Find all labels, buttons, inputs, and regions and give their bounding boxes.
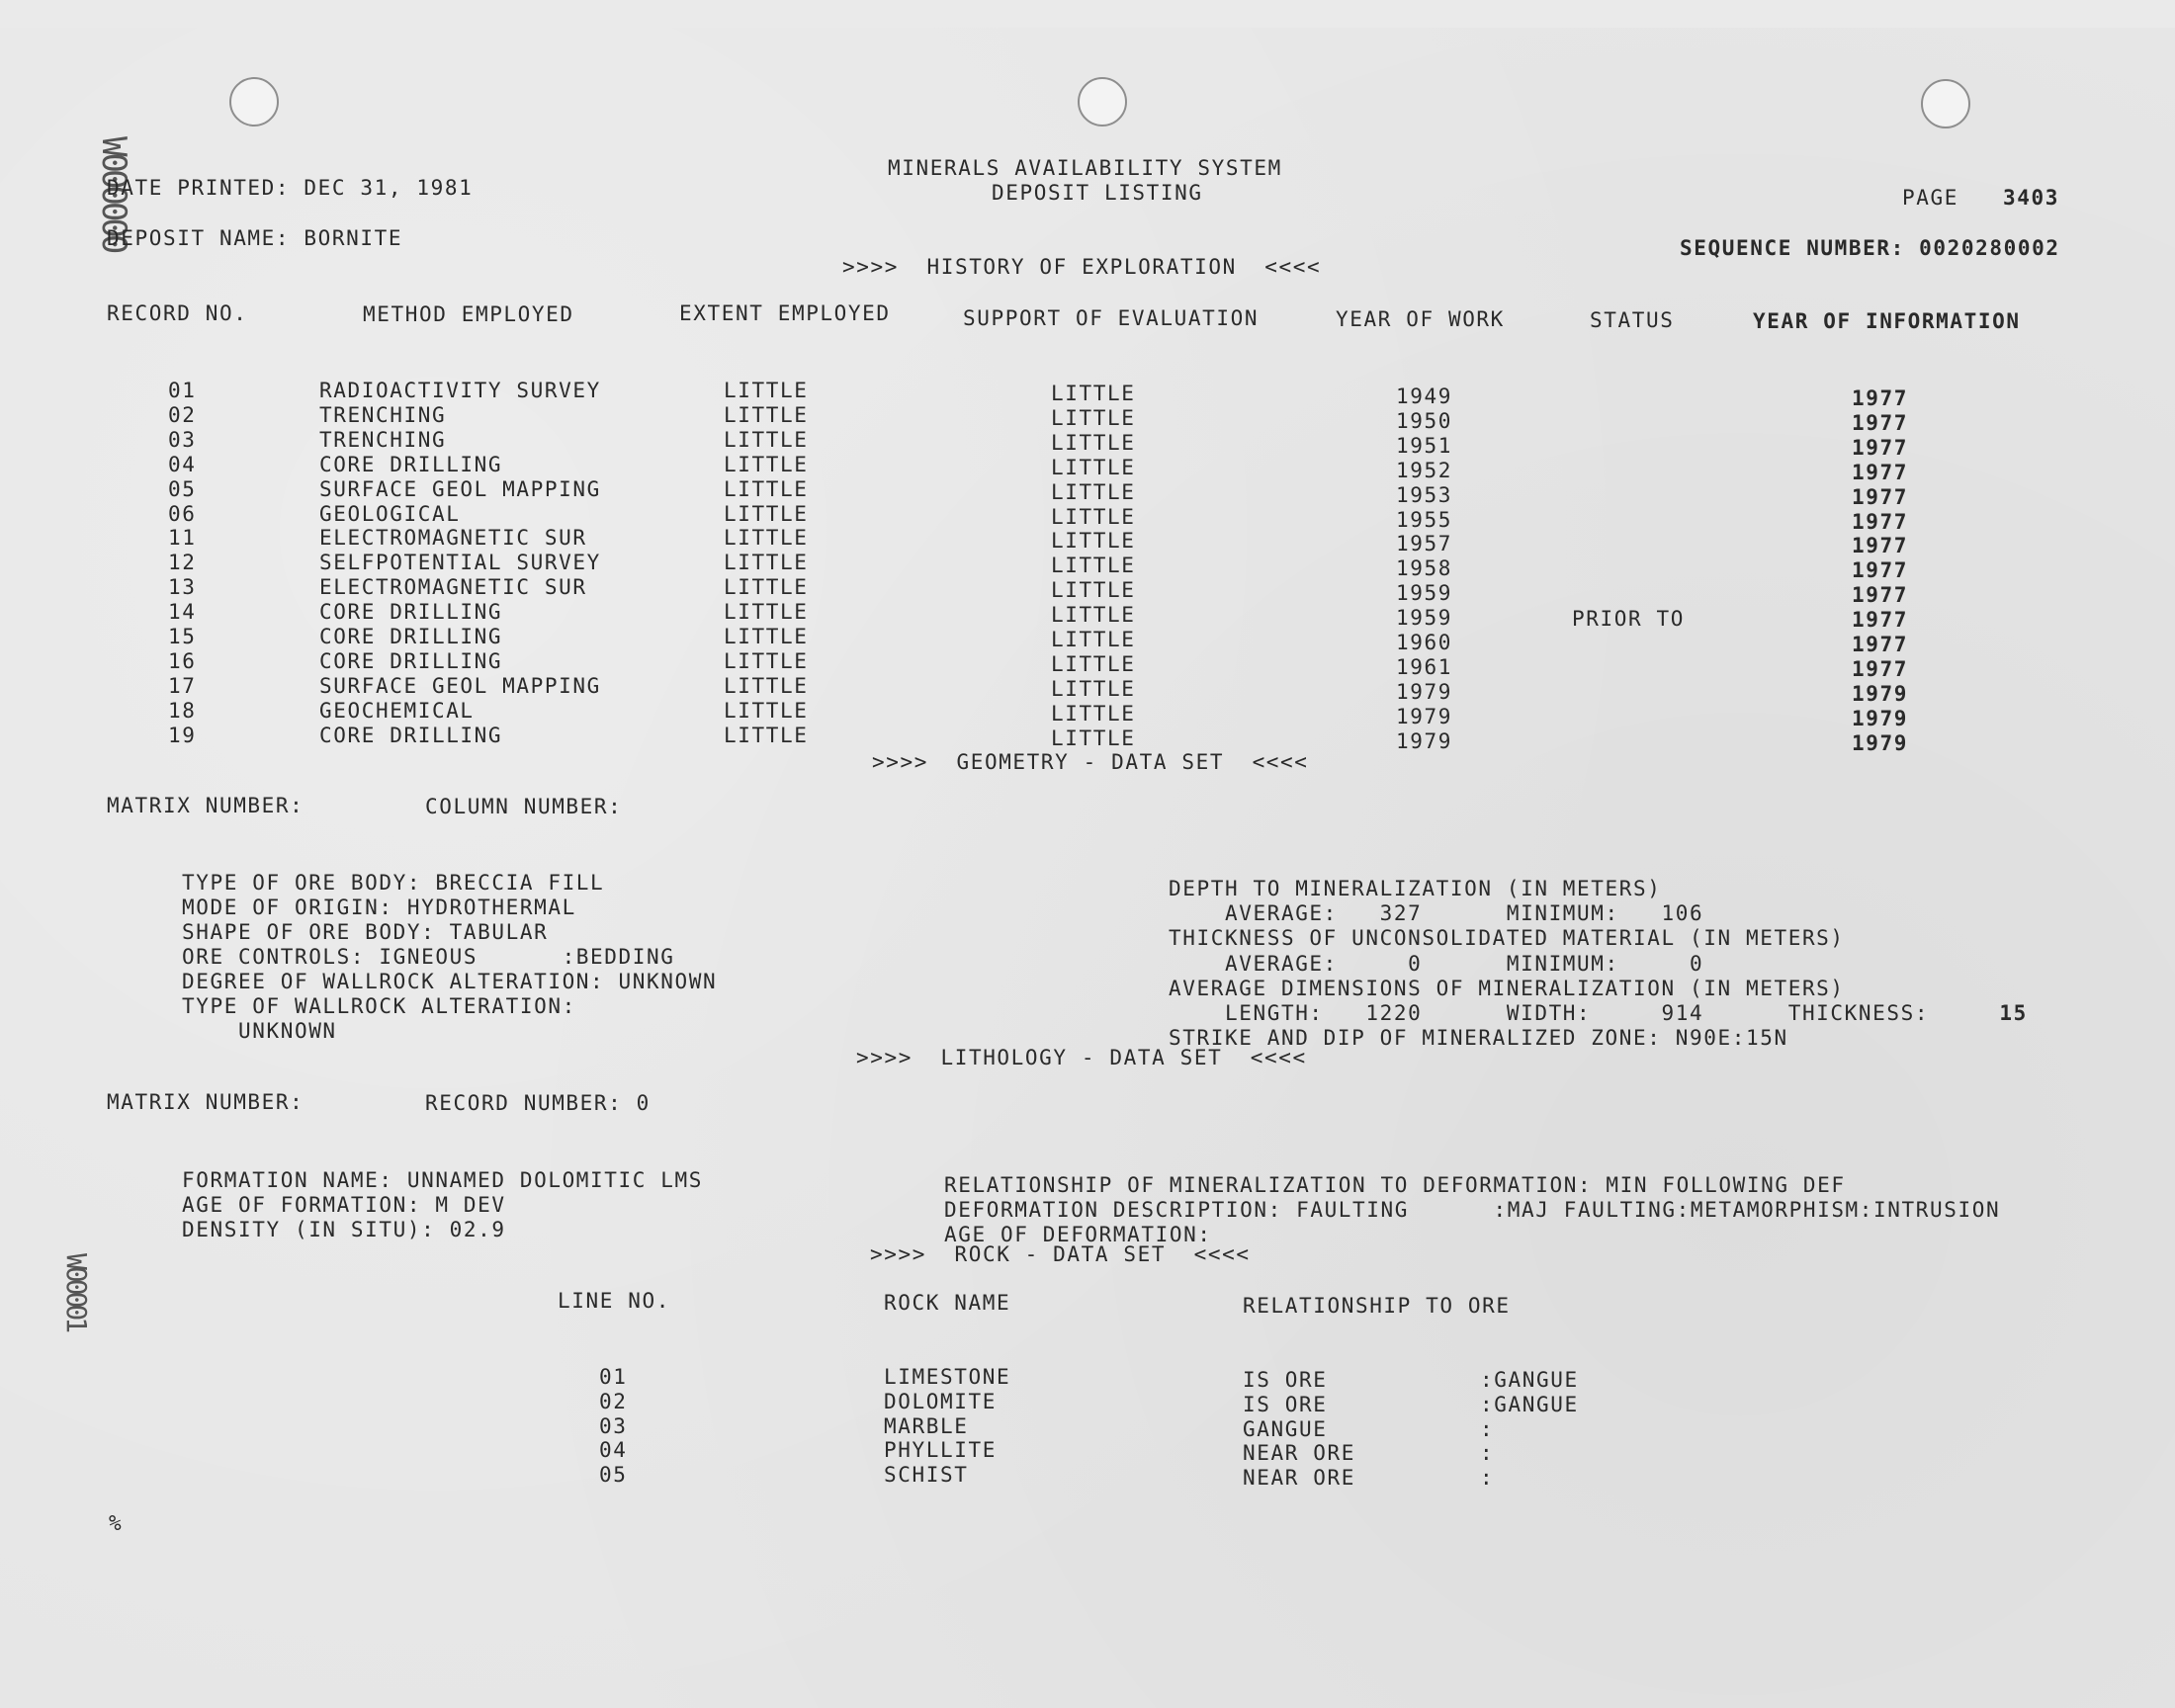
lithology-record-number: RECORD NUMBER: 0	[425, 1091, 651, 1115]
lithology-section-title: >>>> LITHOLOGY - DATA SET <<<<	[856, 1046, 1307, 1069]
lithology-line: FORMATION NAME: UNNAMED DOLOMITIC LMS	[182, 1168, 703, 1192]
year-of-information: 1977	[1852, 633, 1908, 656]
year-of-work: 1958	[1396, 556, 1452, 580]
extent-employed: LITTLE	[724, 724, 809, 747]
geometry-line: MODE OF ORIGIN: HYDROTHERMAL	[182, 896, 576, 919]
support-of-evaluation: LITTLE	[1051, 578, 1136, 602]
year-of-work: 1951	[1396, 434, 1452, 458]
col-relationship: RELATIONSHIP TO ORE	[1243, 1294, 1511, 1318]
year-of-information: 1977	[1852, 558, 1908, 582]
support-of-evaluation: LITTLE	[1051, 554, 1136, 577]
record-no: 16	[168, 649, 197, 673]
record-no: 06	[168, 502, 197, 526]
record-no: 05	[168, 477, 197, 501]
geometry-line: UNKNOWN	[182, 1019, 337, 1043]
rock-name: DOLOMITE	[884, 1390, 997, 1413]
year-of-work: 1961	[1396, 655, 1452, 679]
record-no: 12	[168, 551, 197, 574]
page-label: PAGE	[1902, 186, 1958, 210]
year-of-information: 1977	[1852, 386, 1908, 410]
year-of-work: 1949	[1396, 384, 1452, 408]
deposit-name: DEPOSIT NAME: BORNITE	[107, 226, 403, 250]
geometry-metric-line: STRIKE AND DIP OF MINERALIZED ZONE: N90E:15N	[1169, 1026, 1788, 1051]
method-employed: SELFPOTENTIAL SURVEY	[319, 551, 601, 574]
year-of-work: 1952	[1396, 459, 1452, 482]
lithology-line: AGE OF FORMATION: M DEV	[182, 1193, 506, 1217]
method-employed: CORE DRILLING	[319, 724, 503, 747]
record-no: 02	[168, 403, 197, 427]
deformation-line: RELATIONSHIP OF MINERALIZATION TO DEFORMATION: MIN FOLLOWING DEF	[944, 1173, 1846, 1197]
support-of-evaluation: LITTLE	[1051, 456, 1136, 479]
record-no: 04	[168, 453, 197, 476]
record-no: 17	[168, 674, 197, 698]
support-of-evaluation: LITTLE	[1051, 505, 1136, 529]
history-section-title: >>>> HISTORY OF EXPLORATION <<<<	[842, 255, 1322, 279]
col-status: STATUS	[1590, 308, 1675, 332]
year-of-work: 1979	[1396, 705, 1452, 728]
geometry-metric-line: AVERAGE: 327 MINIMUM: 106	[1169, 901, 1704, 926]
relationship-qualifier: :	[1480, 1466, 1495, 1490]
sequence-number: SEQUENCE NUMBER: 0020280002	[1680, 236, 2060, 260]
relationship-to-ore: NEAR ORE	[1243, 1466, 1355, 1490]
year-of-information: 1979	[1852, 707, 1908, 730]
method-employed: TRENCHING	[319, 428, 447, 452]
support-of-evaluation: LITTLE	[1051, 382, 1136, 405]
extent-employed: LITTLE	[724, 453, 809, 476]
col-year-of-info: YEAR OF INFORMATION	[1753, 309, 2021, 333]
punch-hole-center	[1078, 77, 1127, 127]
year-of-information: 1979	[1852, 731, 1908, 755]
support-of-evaluation: LITTLE	[1051, 431, 1136, 455]
extent-employed: LITTLE	[724, 477, 809, 501]
year-of-work: 1953	[1396, 483, 1452, 507]
method-employed: CORE DRILLING	[319, 600, 503, 624]
relationship-to-ore: IS ORE	[1243, 1368, 1328, 1392]
printout-sheet	[0, 28, 2175, 1708]
line-no: 04	[599, 1438, 628, 1462]
year-of-information: 1977	[1852, 534, 1908, 557]
year-of-information: 1977	[1852, 608, 1908, 632]
report-subtitle: DEPOSIT LISTING	[992, 181, 1203, 205]
record-no: 19	[168, 724, 197, 747]
extent-employed: LITTLE	[724, 600, 809, 624]
page-number: 3403	[2003, 186, 2059, 210]
year-of-work: 1959	[1396, 606, 1452, 630]
col-line-no: LINE NO.	[558, 1289, 670, 1313]
year-of-information: 1977	[1852, 411, 1908, 435]
record-no: 01	[168, 379, 197, 402]
geometry-line: SHAPE OF ORE BODY: TABULAR	[182, 920, 549, 944]
line-no: 02	[599, 1390, 628, 1413]
extent-employed: LITTLE	[724, 403, 809, 427]
method-employed: CORE DRILLING	[319, 649, 503, 673]
method-employed: ELECTROMAGNETIC SUR	[319, 575, 587, 599]
geometry-metric-line: AVERAGE DIMENSIONS OF MINERALIZATION (IN METERS)	[1169, 976, 1845, 1000]
rock-name: LIMESTONE	[884, 1365, 1011, 1389]
col-support: SUPPORT OF EVALUATION	[963, 306, 1260, 330]
line-no: 03	[599, 1414, 628, 1438]
rock-name: MARBLE	[884, 1414, 969, 1438]
year-of-work: 1959	[1396, 581, 1452, 605]
extent-employed: LITTLE	[724, 674, 809, 698]
support-of-evaluation: LITTLE	[1051, 406, 1136, 430]
status: PRIOR TO	[1572, 607, 1685, 631]
geometry-metric-line: DEPTH TO MINERALIZATION (IN METERS)	[1169, 877, 1662, 900]
support-of-evaluation: LITTLE	[1051, 603, 1136, 627]
relationship-qualifier: :GANGUE	[1480, 1368, 1579, 1392]
method-employed: ELECTROMAGNETIC SUR	[319, 526, 587, 550]
rock-name: PHYLLITE	[884, 1438, 997, 1462]
line-no: 01	[599, 1365, 628, 1389]
extent-employed: LITTLE	[724, 502, 809, 526]
lithology-matrix-number: MATRIX NUMBER:	[107, 1090, 304, 1114]
geometry-section-title: >>>> GEOMETRY - DATA SET <<<<	[872, 750, 1309, 774]
year-of-information: 1977	[1852, 485, 1908, 509]
rock-section-title: >>>> ROCK - DATA SET <<<<	[870, 1242, 1251, 1266]
year-of-information: 1977	[1852, 657, 1908, 681]
support-of-evaluation: LITTLE	[1051, 480, 1136, 504]
year-of-work: 1979	[1396, 680, 1452, 704]
geometry-metric-line: AVERAGE: 0 MINIMUM: 0	[1169, 951, 1704, 976]
col-extent: EXTENT EMPLOYED	[679, 301, 891, 325]
rock-name: SCHIST	[884, 1463, 969, 1487]
line-no: 05	[599, 1463, 628, 1487]
year-of-work: 1950	[1396, 409, 1452, 433]
support-of-evaluation: LITTLE	[1051, 529, 1136, 553]
relationship-qualifier: :	[1480, 1417, 1495, 1441]
record-no: 13	[168, 575, 197, 599]
geometry-line: ORE CONTROLS: IGNEOUS :BEDDING	[182, 945, 675, 969]
relationship-to-ore: GANGUE	[1243, 1417, 1328, 1441]
extent-employed: LITTLE	[724, 699, 809, 723]
method-employed: TRENCHING	[319, 403, 447, 427]
lithology-line: DENSITY (IN SITU): 02.9	[182, 1218, 506, 1241]
deformation-line: DEFORMATION DESCRIPTION: FAULTING :MAJ FAULTING:METAMORPHISM:INTRUSION	[944, 1198, 2001, 1222]
extent-employed: LITTLE	[724, 551, 809, 574]
extent-employed: LITTLE	[724, 625, 809, 648]
geometry-matrix-number: MATRIX NUMBER:	[107, 794, 304, 817]
year-of-information: 1979	[1852, 682, 1908, 706]
support-of-evaluation: LITTLE	[1051, 726, 1136, 750]
geometry-line: TYPE OF WALLROCK ALTERATION:	[182, 994, 576, 1018]
method-employed: RADIOACTIVITY SURVEY	[319, 379, 601, 402]
year-of-work: 1957	[1396, 532, 1452, 555]
record-no: 11	[168, 526, 197, 550]
record-no: 03	[168, 428, 197, 452]
support-of-evaluation: LITTLE	[1051, 628, 1136, 651]
extent-employed: LITTLE	[724, 649, 809, 673]
col-method: METHOD EMPLOYED	[363, 302, 574, 326]
extent-employed: LITTLE	[724, 428, 809, 452]
report-title: MINERALS AVAILABILITY SYSTEM	[888, 156, 1282, 180]
geometry-column-number: COLUMN NUMBER:	[425, 795, 623, 818]
punch-hole-right	[1921, 79, 1970, 128]
relationship-qualifier: :	[1480, 1441, 1495, 1465]
year-of-work: 1955	[1396, 508, 1452, 532]
date-printed: DATE PRINTED: DEC 31, 1981	[107, 176, 474, 200]
support-of-evaluation: LITTLE	[1051, 702, 1136, 726]
geometry-line: DEGREE OF WALLROCK ALTERATION: UNKNOWN	[182, 970, 718, 993]
geometry-metric-line: THICKNESS OF UNCONSOLIDATED MATERIAL (IN METERS)	[1169, 926, 1845, 951]
method-employed: CORE DRILLING	[319, 625, 503, 648]
extent-employed: LITTLE	[724, 526, 809, 550]
margin-stamp-top: W000000	[94, 136, 133, 251]
record-no: 18	[168, 699, 197, 723]
method-employed: GEOLOGICAL	[319, 502, 461, 526]
year-of-information: 1977	[1852, 510, 1908, 534]
year-of-information: 1977	[1852, 583, 1908, 607]
year-of-information: 1977	[1852, 461, 1908, 484]
method-employed: SURFACE GEOL MAPPING	[319, 674, 601, 698]
col-year-of-work: YEAR OF WORK	[1336, 307, 1505, 331]
geometry-line: TYPE OF ORE BODY: BRECCIA FILL	[182, 871, 605, 895]
method-employed: CORE DRILLING	[319, 453, 503, 476]
relationship-to-ore: IS ORE	[1243, 1393, 1328, 1416]
year-of-work: 1979	[1396, 729, 1452, 753]
method-employed: GEOCHEMICAL	[319, 699, 475, 723]
relationship-to-ore: NEAR ORE	[1243, 1441, 1355, 1465]
support-of-evaluation: LITTLE	[1051, 652, 1136, 676]
geometry-metric-line: LENGTH: 1220 WIDTH: 914 THICKNESS: 15	[1169, 1001, 2028, 1025]
method-employed: SURFACE GEOL MAPPING	[319, 477, 601, 501]
relationship-qualifier: :GANGUE	[1480, 1393, 1579, 1416]
col-rock-name: ROCK NAME	[884, 1291, 1011, 1315]
footer-mark: %	[109, 1511, 124, 1535]
margin-stamp-bottom: W00001	[60, 1253, 93, 1330]
record-no: 15	[168, 625, 197, 648]
extent-employed: LITTLE	[724, 575, 809, 599]
punch-hole-left	[229, 77, 279, 127]
year-of-information: 1977	[1852, 436, 1908, 460]
support-of-evaluation: LITTLE	[1051, 677, 1136, 701]
extent-employed: LITTLE	[724, 379, 809, 402]
col-record-no: RECORD NO.	[107, 301, 248, 325]
year-of-work: 1960	[1396, 631, 1452, 654]
deformation-line: AGE OF DEFORMATION:	[944, 1223, 1212, 1246]
record-no: 14	[168, 600, 197, 624]
